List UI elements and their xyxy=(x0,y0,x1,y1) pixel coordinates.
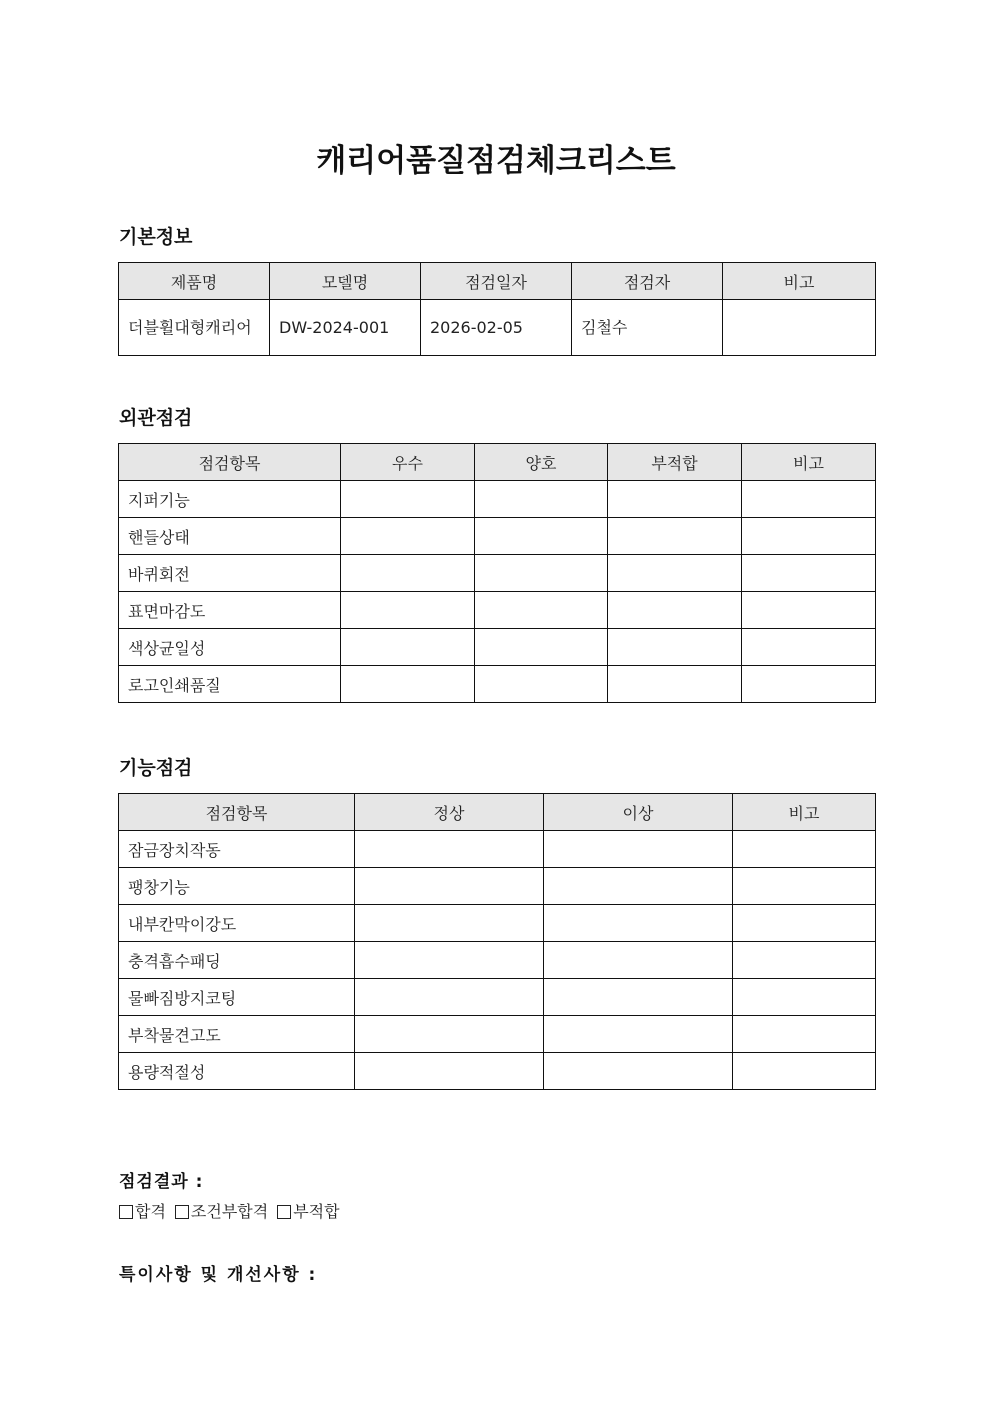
column-header: 정상 xyxy=(355,794,544,831)
unsuitable-cell[interactable] xyxy=(608,629,742,666)
unsuitable-cell[interactable] xyxy=(608,518,742,555)
check-item-label: 색상균일성 xyxy=(119,629,341,666)
abnormal-cell[interactable] xyxy=(544,979,733,1016)
function-check-heading: 기능점검 xyxy=(119,757,193,779)
column-header: 비고 xyxy=(733,794,876,831)
model-name-cell[interactable]: DW-2024-001 xyxy=(270,300,421,356)
check-item-label: 표면마감도 xyxy=(119,592,341,629)
unsuitable-cell[interactable] xyxy=(608,592,742,629)
check-item-label: 로고인쇄품질 xyxy=(119,666,341,703)
remarks-cell[interactable] xyxy=(742,481,876,518)
table-row xyxy=(119,831,876,868)
unsuitable-cell[interactable] xyxy=(608,481,742,518)
check-item-label: 핸들상태 xyxy=(119,518,341,555)
column-header: 양호 xyxy=(475,444,608,481)
normal-cell[interactable] xyxy=(355,868,544,905)
remarks-cell[interactable] xyxy=(742,518,876,555)
column-header: 비고 xyxy=(723,263,876,300)
remarks-cell[interactable] xyxy=(723,300,876,356)
table-row xyxy=(119,666,876,703)
table-row xyxy=(119,868,876,905)
column-header: 제품명 xyxy=(119,263,270,300)
inspection-date-cell[interactable]: 2026-02-05 xyxy=(421,300,572,356)
table-row xyxy=(119,518,876,555)
table-row xyxy=(119,481,876,518)
good-cell[interactable] xyxy=(475,555,608,592)
column-header: 점검자 xyxy=(572,263,723,300)
check-item-label: 물빠짐방지코팅 xyxy=(119,979,355,1016)
check-item-label: 내부칸막이강도 xyxy=(119,905,355,942)
column-header: 부적합 xyxy=(608,444,742,481)
normal-cell[interactable] xyxy=(355,831,544,868)
column-header: 점검항목 xyxy=(119,794,355,831)
product-name-cell[interactable]: 더블휠대형캐리어 xyxy=(119,300,270,356)
table-header-row xyxy=(119,263,876,300)
column-header: 점검항목 xyxy=(119,444,341,481)
good-cell[interactable] xyxy=(475,518,608,555)
table-row xyxy=(119,942,876,979)
inspection-result-options xyxy=(119,1199,340,1222)
checkbox-icon[interactable] xyxy=(119,1205,133,1219)
normal-cell[interactable] xyxy=(355,905,544,942)
normal-cell[interactable] xyxy=(355,979,544,1016)
remarks-cell[interactable] xyxy=(733,942,876,979)
remarks-cell[interactable] xyxy=(733,1053,876,1090)
table-row xyxy=(119,300,876,356)
excellent-cell[interactable] xyxy=(341,518,475,555)
inspection-result-label: 점검결과 : xyxy=(119,1172,204,1192)
good-cell[interactable] xyxy=(475,629,608,666)
remarks-cell[interactable] xyxy=(733,979,876,1016)
page-title: 캐리어품질점검체크리스트 xyxy=(316,143,676,179)
abnormal-cell[interactable] xyxy=(544,905,733,942)
remarks-cell[interactable] xyxy=(742,555,876,592)
column-header: 모델명 xyxy=(270,263,421,300)
result-option-fail[interactable] xyxy=(277,1199,339,1222)
result-option-label: 합격 xyxy=(135,1202,166,1221)
check-item-label: 부착물견고도 xyxy=(119,1016,355,1053)
good-cell[interactable] xyxy=(475,481,608,518)
inspector-cell[interactable]: 김철수 xyxy=(572,300,723,356)
abnormal-cell[interactable] xyxy=(544,1016,733,1053)
check-item-label: 팽창기능 xyxy=(119,868,355,905)
normal-cell[interactable] xyxy=(355,1053,544,1090)
checkbox-icon[interactable] xyxy=(175,1205,189,1219)
column-header: 이상 xyxy=(544,794,733,831)
column-header: 점검일자 xyxy=(421,263,572,300)
column-header: 우수 xyxy=(341,444,475,481)
function-check-table xyxy=(118,793,876,1090)
remarks-cell[interactable] xyxy=(733,905,876,942)
abnormal-cell[interactable] xyxy=(544,1053,733,1090)
good-cell[interactable] xyxy=(475,666,608,703)
table-header-row xyxy=(119,794,876,831)
result-option-label: 조건부합격 xyxy=(190,1202,269,1221)
check-item-label: 바퀴회전 xyxy=(119,555,341,592)
remarks-cell[interactable] xyxy=(733,868,876,905)
remarks-cell[interactable] xyxy=(742,592,876,629)
excellent-cell[interactable] xyxy=(341,592,475,629)
excellent-cell[interactable] xyxy=(341,555,475,592)
table-row xyxy=(119,555,876,592)
normal-cell[interactable] xyxy=(355,942,544,979)
excellent-cell[interactable] xyxy=(341,666,475,703)
table-row xyxy=(119,979,876,1016)
excellent-cell[interactable] xyxy=(341,629,475,666)
remarks-cell[interactable] xyxy=(733,831,876,868)
basic-info-table xyxy=(118,262,876,356)
table-row xyxy=(119,592,876,629)
table-row xyxy=(119,1053,876,1090)
check-item-label: 용량적절성 xyxy=(119,1053,355,1090)
excellent-cell[interactable] xyxy=(341,481,475,518)
checkbox-icon[interactable] xyxy=(277,1205,291,1219)
unsuitable-cell[interactable] xyxy=(608,666,742,703)
basic-info-heading: 기본정보 xyxy=(119,226,193,248)
table-header-row xyxy=(119,444,876,481)
remarks-cell[interactable] xyxy=(742,666,876,703)
result-option-pass[interactable] xyxy=(119,1199,166,1222)
normal-cell[interactable] xyxy=(355,1016,544,1053)
abnormal-cell[interactable] xyxy=(544,868,733,905)
appearance-check-heading: 외관점검 xyxy=(119,407,193,429)
check-item-label: 충격흡수패딩 xyxy=(119,942,355,979)
result-option-conditional-pass[interactable] xyxy=(175,1199,268,1222)
check-item-label: 지퍼기능 xyxy=(119,481,341,518)
table-row xyxy=(119,1016,876,1053)
notes-label: 특이사항 및 개선사항 : xyxy=(119,1265,318,1285)
abnormal-cell[interactable] xyxy=(544,831,733,868)
column-header: 비고 xyxy=(742,444,876,481)
abnormal-cell[interactable] xyxy=(544,942,733,979)
result-option-label: 부적합 xyxy=(293,1202,340,1221)
table-row xyxy=(119,629,876,666)
good-cell[interactable] xyxy=(475,592,608,629)
appearance-check-table xyxy=(118,443,876,703)
remarks-cell[interactable] xyxy=(733,1016,876,1053)
unsuitable-cell[interactable] xyxy=(608,555,742,592)
table-row xyxy=(119,905,876,942)
remarks-cell[interactable] xyxy=(742,629,876,666)
check-item-label: 잠금장치작동 xyxy=(119,831,355,868)
